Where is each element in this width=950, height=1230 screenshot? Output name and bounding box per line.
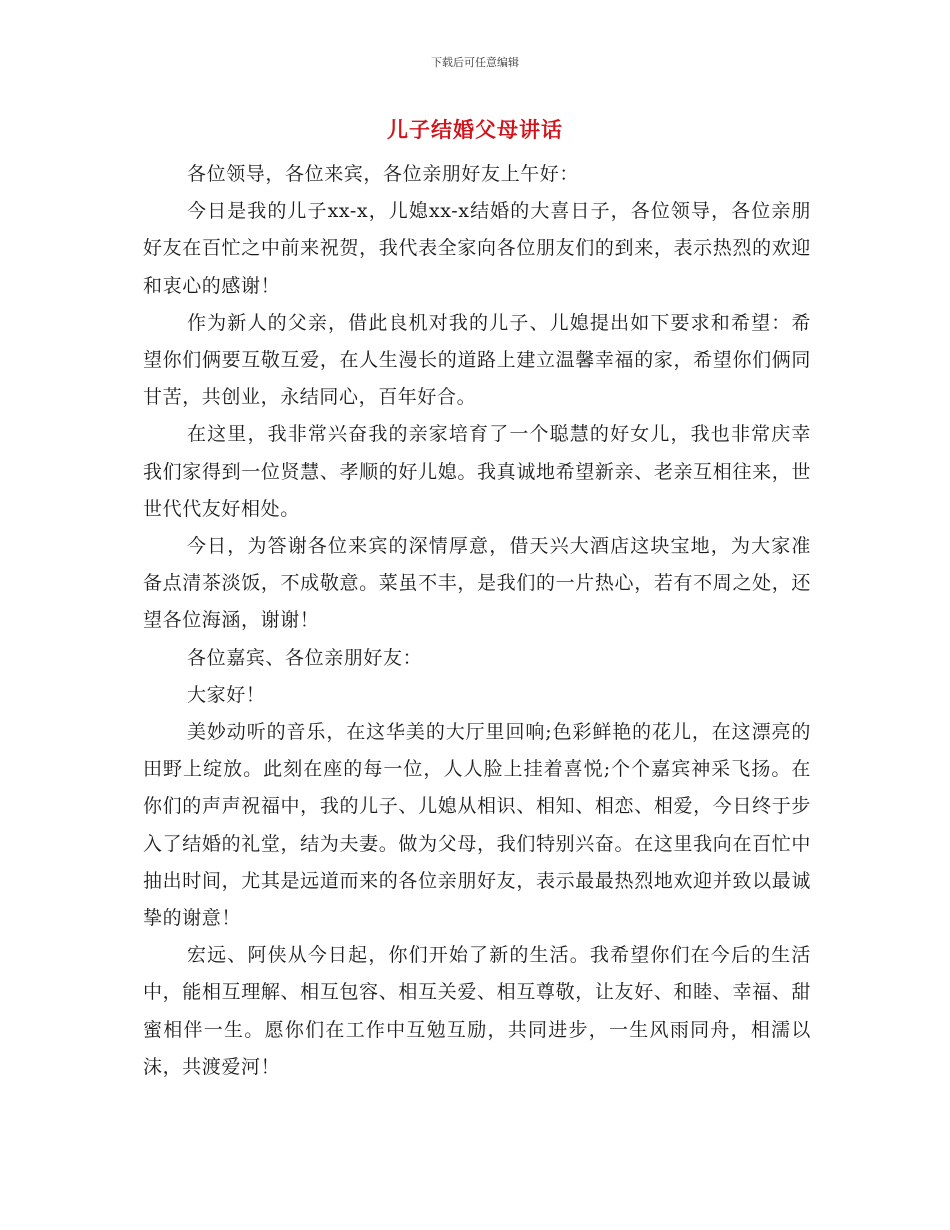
- paragraph-in-laws-thanks: 在这里，我非常兴奋我的亲家培育了一个聪慧的好女儿，我也非常庆幸我们家得到一位贤慧、孝顺的好儿媳。我真诚地希望新亲、老亲互相往来，世世代代友好相处。: [143, 423, 811, 520]
- document-title: 儿子结婚父母讲话: [387, 117, 563, 142]
- paragraph-hello: 大家好！: [187, 683, 266, 706]
- paragraph-banquet-thanks: 今日，为答谢各位来宾的深情厚意，借天兴大酒店这块宝地，为大家准备点清茶淡饭，不成敬意。菜虽不丰，是我们的一片热心，若有不周之处，还望各位海涵，谢谢！: [143, 535, 811, 632]
- paragraph-greeting: 各位领导，各位来宾，各位亲朋好友上午好：: [187, 163, 580, 185]
- header-note: 下载后可任意编辑: [431, 56, 519, 69]
- paragraph-father-wishes: 作为新人的父亲，借此良机对我的儿子、儿媳提出如下要求和希望：希望你们俩要互敬互爱，在人生漫长的道路上建立温馨幸福的家，希望你们俩同甘苦，共创业，永结同心，百年好合。: [143, 311, 811, 409]
- paragraph-second-greeting: 各位嘉宾、各位亲朋好友：: [187, 646, 423, 669]
- paragraph-wedding-announcement: 今日是我的儿子xx-x，儿媳xx-x结婚的大喜日子，各位领导，各位亲朋好友在百忙之中前来祝贺，我代表全家向各位朋友们的到来，表示热烈的欢迎和衷心的感谢！: [143, 200, 811, 297]
- paragraph-blessing: 宏远、阿侠从今日起，你们开始了新的生活。我希望你们在今后的生活中，能相互理解、相互包容、相互关爱、相互尊敬，让友好、和睦、幸福、甜蜜相伴一生。愿你们在工作中互勉互励，共同进步，一生风雨同舟，相濡以沫，共渡爱河！: [143, 944, 811, 1078]
- paragraph-celebration: 美妙动听的音乐，在这华美的大厅里回响;色彩鲜艳的花儿，在这漂亮的田野上绽放。此刻在座的每一位，人人脸上挂着喜悦;个个嘉宾神采飞扬。在你们的声声祝福中，我的儿子、儿媳从相识、相知、相恋、相爱，今日终于步入了结婚的礼堂，结为夫妻。做为父母，我们特别兴奋。在这里我向在百忙中抽出时间，尤其是远道而来的各位亲朋好友，表示最最热烈地欢迎并致以最诚挚的谢意！: [143, 721, 811, 930]
- document-body: [143, 156, 811, 1086]
